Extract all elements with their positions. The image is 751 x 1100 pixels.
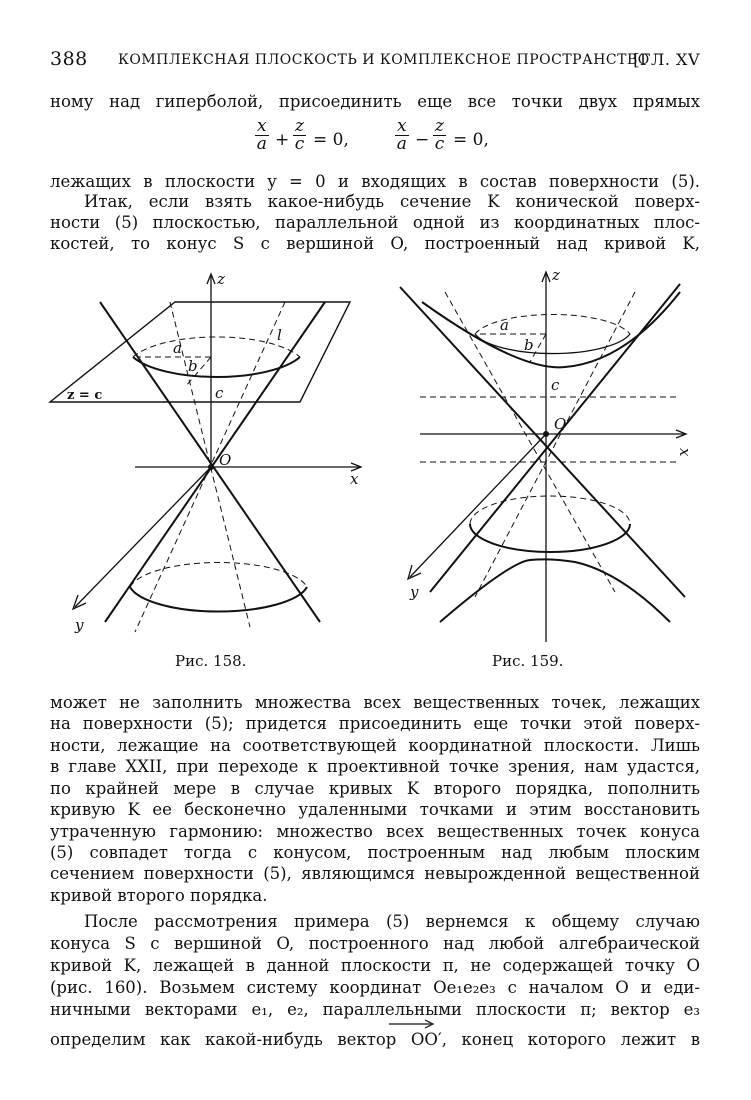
- text-line: конуса S с вершиной O, построенного над любой алгебраической: [50, 934, 700, 953]
- y-axis: [410, 434, 546, 577]
- text-line: кривой K, лежащей в данной плоскости π, не содержащей точку O: [50, 956, 700, 975]
- upper-section-back: [133, 337, 300, 357]
- label-origin: O: [554, 415, 567, 433]
- text-line: по крайней мере в случае кривых K второго порядка, пополнить: [50, 779, 700, 798]
- label-origin: O: [219, 451, 232, 469]
- text-line: (5) совпадет тогда с конусом, построенным над любым плоским: [50, 843, 700, 862]
- figure-159: [380, 262, 705, 652]
- operator: −: [415, 130, 430, 150]
- label-z: z: [552, 266, 560, 284]
- text-line: кривой второго порядка.: [50, 886, 268, 905]
- fraction: $\frac{z}{c}$: [294, 116, 305, 154]
- upper-ellipse-back: [475, 314, 630, 334]
- label-c: c: [551, 376, 560, 394]
- text-line: определим как какой-нибудь вектор OO′, конец которого лежит в: [50, 1030, 700, 1049]
- upper-ellipse-front: [475, 334, 630, 354]
- text-line: в главе XXII, при переходе к проективной точке зрения, нам удастся,: [50, 757, 700, 776]
- text-line: ности (5) плоскостью, параллельной одной из координатных плос-: [50, 213, 700, 232]
- cone-generator: [430, 284, 680, 592]
- label-a: a: [173, 339, 182, 357]
- text-line: ничными векторами e₁, e₂, параллельными плоскости π; вектор e₃: [50, 1000, 700, 1019]
- figure-158-drawing: [45, 262, 375, 652]
- label-plane: z = c: [67, 388, 103, 403]
- text-line: сечением поверхности (5), являющимся невырожденной вещественной: [50, 864, 700, 883]
- hyperbola-lower: [440, 559, 670, 622]
- page-number: 388: [50, 48, 88, 70]
- text-line: на поверхности (5); придется присоединить еще точки этой поверх-: [50, 714, 700, 733]
- text-line: ному над гиперболой, присоединить еще все точки двух прямых: [50, 92, 700, 111]
- text-line: ности, лежащие на соответствующей координатной плоскости. Лишь: [50, 736, 700, 755]
- hyperbola-upper: [422, 292, 680, 367]
- text-line: Итак, если взять какое-нибудь сечение K конической поверх-: [84, 192, 700, 211]
- label-y: y: [75, 616, 84, 634]
- label-x: x: [676, 448, 694, 457]
- fraction: $\frac{x}{a}$: [256, 116, 267, 154]
- figure-159-caption: Рис. 159.: [492, 652, 564, 670]
- label-l: l: [277, 326, 282, 344]
- origin-point: [208, 464, 214, 470]
- label-z: z: [217, 270, 225, 288]
- fraction: $\frac{z}{c}$: [434, 116, 445, 154]
- label-x: x: [350, 470, 359, 488]
- cone-generator: [105, 302, 325, 622]
- label-y: y: [410, 583, 419, 601]
- label-c: c: [215, 384, 224, 402]
- label-b: b: [188, 357, 198, 375]
- y-axis: [75, 467, 211, 607]
- label-a: a: [500, 316, 509, 334]
- label-b: b: [524, 336, 534, 354]
- origin-point: [543, 431, 549, 437]
- figure-158: [45, 262, 375, 652]
- figure-158-caption: Рис. 158.: [175, 652, 247, 670]
- fraction: $\frac{x}{a}$: [396, 116, 407, 154]
- equation-rhs: = 0,: [313, 130, 349, 150]
- operator: +: [275, 130, 290, 150]
- vector-arrow: [387, 1018, 437, 1030]
- equation-rhs: = 0,: [453, 130, 489, 150]
- lower-ellipse-front: [470, 524, 630, 552]
- equation-pair: [255, 118, 515, 166]
- text-line: костей, то конус S с вершиной O, построенный над кривой K,: [50, 234, 700, 253]
- running-title: КОМПЛЕКСНАЯ ПЛОСКОСТЬ И КОМПЛЕКСНОЕ ПРОСТРАНСТВО: [118, 52, 650, 68]
- running-header: [50, 48, 700, 74]
- lower-section-front: [130, 587, 307, 612]
- text-line: утраченную гармонию: множество всех вещественных точек конуса: [50, 822, 700, 841]
- chapter-marker: [ГЛ. XV: [633, 50, 700, 69]
- text-line: кривую K ее бесконечно удаленными точками и этим восстановить: [50, 800, 700, 819]
- cone-generator: [100, 302, 320, 622]
- figure-159-drawing: [380, 262, 705, 652]
- text-line: (рис. 160). Возьмем систему координат Oe₁e₂e₃ с началом O и еди-: [50, 978, 700, 997]
- text-line: После рассмотрения примера (5) вернемся к общему случаю: [84, 912, 700, 931]
- plane-z-equals-c: [50, 302, 350, 402]
- text-line: лежащих в плоскости y = 0 и входящих в состав поверхности (5).: [50, 172, 700, 191]
- text-line: может не заполнить множества всех вещественных точек, лежащих: [50, 693, 700, 712]
